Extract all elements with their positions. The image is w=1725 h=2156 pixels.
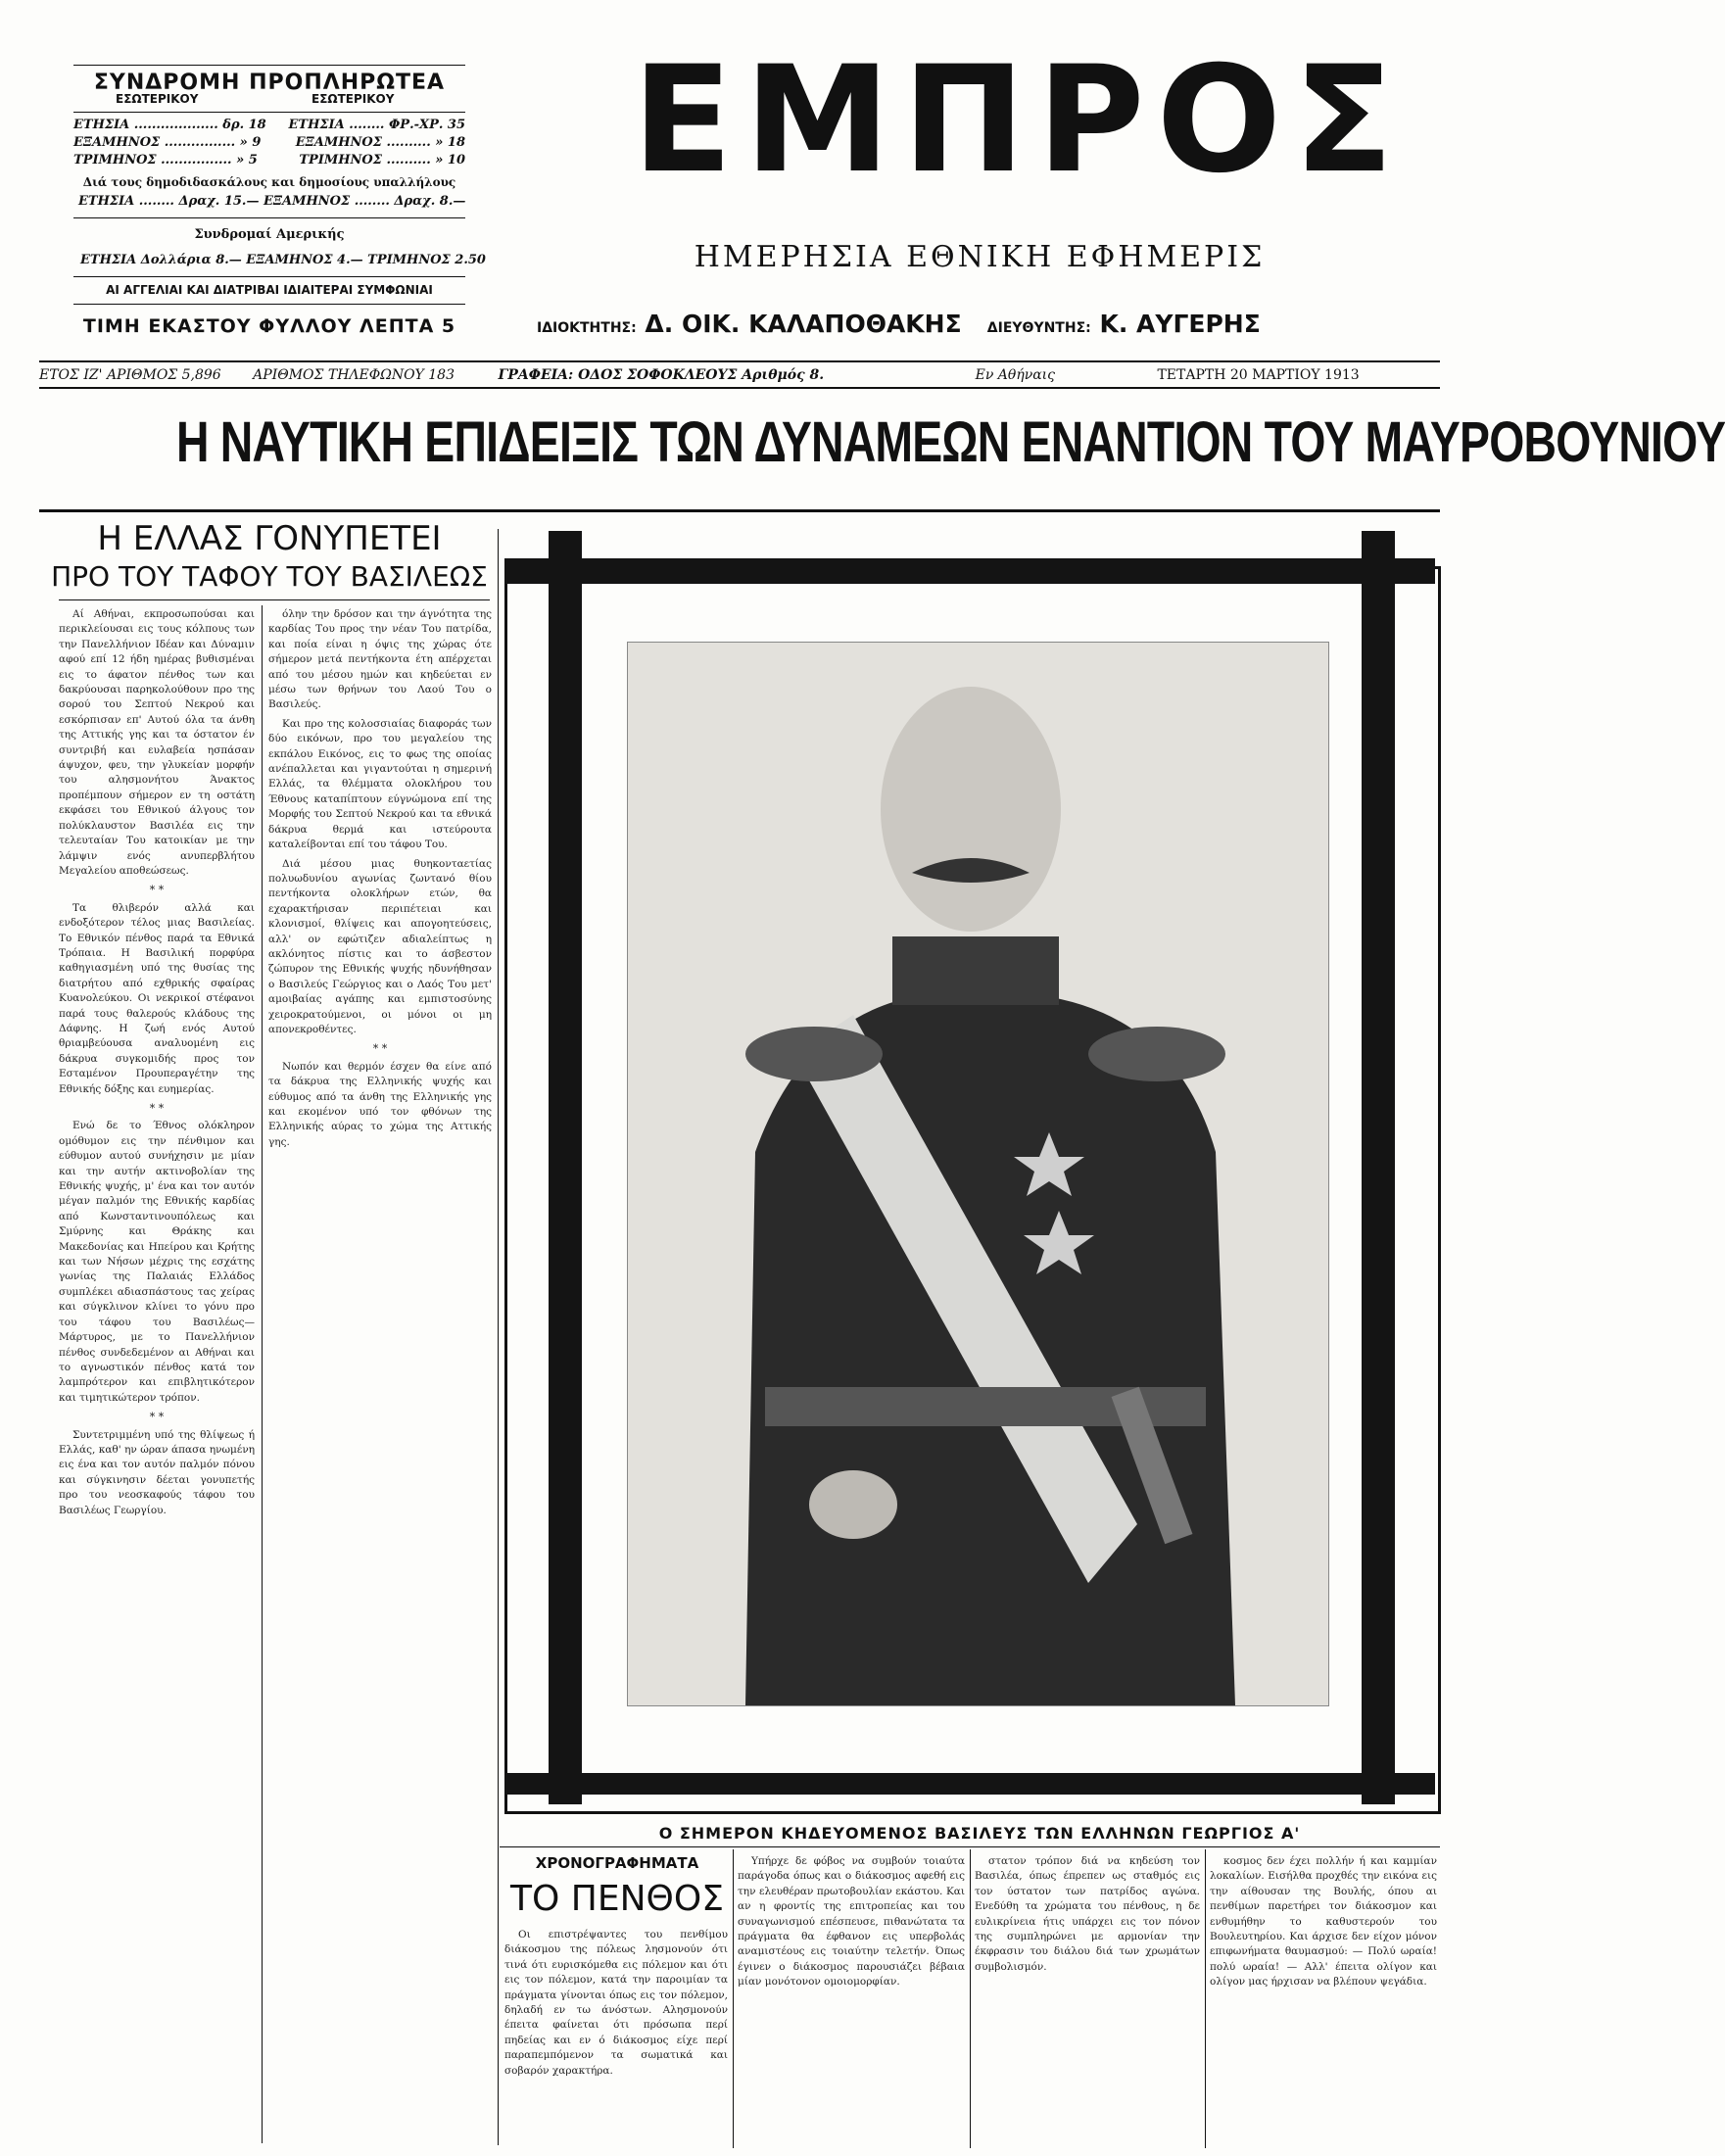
rate-row xyxy=(73,153,465,170)
column-divider xyxy=(970,1849,971,2148)
frame-top-bar xyxy=(504,558,1435,584)
ads-note: ΑΙ ΑΓΓΕΛΙΑΙ ΚΑΙ ΔΙΑΤΡΙΒΑΙ ΙΔΙΑΙΤΕΡΑΙ ΣΥΜΦΩΝΙΑΙ xyxy=(106,283,433,297)
column-divider xyxy=(733,1849,734,2148)
paragraph: Συντετριμμένη υπό της θλίψεως ή Ελλάς, καθ' ην ώραν άπασα ηνωμένη εις ένα και τον αυτόν παλμόν πόνου και σύγκινησιν δέεται γονυπετής προ του νεοσκαφούς τάφου του Βασιλέως Γεωργίου. xyxy=(59,1428,255,1516)
subscription-title: ΣΥΝΔΡΟΜΗ ΠΡΟΠΛΗΡΩΤΕΑ xyxy=(93,71,446,95)
subscription-rule xyxy=(73,276,465,277)
article-column-1 xyxy=(59,607,255,2145)
newspaper-subtitle: ΗΜΕΡΗΣΙΑ ΕΘΝΙΚΗ ΕΦΗΜΕΡΙΣ xyxy=(694,240,1266,274)
article-column-2 xyxy=(268,607,492,2145)
section-stars: * * xyxy=(372,1042,388,1056)
price-note: ΤΙΜΗ ΕΚΑΣΤΟΥ ΦΥΛΛΟΥ ΛΕΠΤΑ 5 xyxy=(82,315,456,337)
owner-label: ΙΔΙΟΚΤΗΤΗΣ: xyxy=(537,320,637,336)
paragraph: κοσμος δεν έχει πολλήν ή και καμμίαν λοκαλίων. Εισήλθα προχθές την εικόνα εις την αίθουσαν της Βουλής, όπου αι πενθίμων παρετήρει τον διάκοσμον και ενθυμήθην το καθυστερούν του Βουλευτηρίου. Και άρχισε δεν είχον μόνον επιφωνήματα θαυμασμού: — Πολύ ωραία! πολύ ωραία! — Αλλ' έπειτα ολίγον και ολίγον μας ήρχισαν να βλέπουν ψεγάδια. xyxy=(1210,1855,1437,1988)
subscription-rule xyxy=(73,112,465,113)
article-title-line2: ΠΡΟ ΤΟΥ ΤΑΦΟΥ ΤΟΥ ΒΑΣΙΛΕΩΣ xyxy=(51,560,488,593)
rate-right: ΕΞΑΜΗΝΟΣ .......... » 18 xyxy=(295,135,465,150)
subscription-rates xyxy=(73,118,465,170)
paragraph: Υπήρχε δε φόβος να συμβούν τοιαύτα παράγοδα όπως και ο διάκοσμος αφεθή εις την ελευθέραν πρωτοβουλίαν εκάστου. Και αν η φροντίς της επιτροπείας και του συναγωνισμού επέσπευσε, πιθανώτατα τα πράγματα θα έφθανον εις υπερβολάς αναμιστέους εις τοιαύτην τελετήν. Όπως έγινεν ο διάκοσμος παρουσιάζει βέβαια μίαν μονότονον ομοιομορφίαν. xyxy=(738,1855,965,1988)
teachers-rates: ΕΤΗΣΙΑ ........ Δραχ. 15.— ΕΞΑΜΗΝΟΣ ........ Δραχ. 8.— xyxy=(78,194,466,209)
newspaper-title: ΕΜΠΡΟΣ xyxy=(632,35,1406,206)
column-divider xyxy=(262,605,263,2143)
rate-left: ΤΡΙΜΗΝΟΣ ................ » 5 xyxy=(73,153,258,168)
column-divider xyxy=(1205,1849,1206,2148)
dateline-bottom-rule xyxy=(39,387,1440,389)
top-rule xyxy=(73,65,465,66)
issue-number: ΕΤΟΣ ΙΖ' ΑΡΙΘΜΟΣ 5,896 xyxy=(39,367,221,383)
owner-line xyxy=(537,310,1418,338)
owner-name: Δ. ΟΙΚ. ΚΑΛΑΠΟΘΑΚΗΣ xyxy=(645,310,962,338)
director-name: Κ. ΑΥΓΕΡΗΣ xyxy=(1099,310,1261,338)
paragraph: στατον τρόπον διά να κηδεύση τον Βασιλέα, όπως έπρεπεν ως σταθμός εις τον ύστατον των πατρίδος αγώνα. Ενεδύθη τα χρώματα του πένθους, η δε ευλικρίνεια ήτις υπάρχει εις τον πόνον της συμπληρώνει με αρμονίαν την έκφρασιν του διάλου διά των χρωμάτων συμβολισμόν. xyxy=(975,1855,1200,1973)
rate-left: ΕΞΑΜΗΝΟΣ ................ » 9 xyxy=(73,135,262,150)
section-stars: * * xyxy=(149,1102,165,1115)
section-stars: * * xyxy=(149,884,165,897)
teachers-note: Διά τους δημοδιδασκάλους και δημοσίους υπαλλήλους xyxy=(82,175,456,189)
paragraph: Οι επιστρέψαντες του πενθίμου διάκοσμου της πόλεως λησμονούν ότι τινά ότι ευρισκόμεθα εις πόλεμον και ότι εις τον πόλεμον, κατά την παροιμίαν τα πράγματα γίνονται όπως εις τον πόλεμον, δηλαδή εν τω άνόστων. Αλησμονούν έπειτα φαίνεται ότι πρόσωπα περί πηδείας και εν ό διάκοσμος είχε περί παραπεμπόμενον τα σωματικά και σοβαρόν χαρακτήρα. xyxy=(504,1929,728,2077)
america-title: Συνδρομαί Αμερικής xyxy=(194,227,345,242)
chronicle-rule xyxy=(500,1846,1440,1847)
city: Εν Αθήναις xyxy=(975,367,1056,383)
chronicle-column-3 xyxy=(975,1854,1200,2148)
frame-left-post xyxy=(549,531,582,1804)
paragraph: Τα θλιβερόν αλλά και ενδοξότερον τέλος μιας Βασιλείας. Το Εθνικόν πένθος παρά τα Εθνικά Τρόπαια. Η Βασιλική πορφύρα καθηγιασμένη υπό της θυσίας της διατρήτου από εχθρικής σφαίρας Κυανολεύκου. Οι νεκρικοί στέφανοι παρά τους θαλερούς κλάδους της Δάφνης. Η ζωή ενός Αυτού θριαμβεύουσα αναλυομένη εις δάκρυα συγκομιδής προς τον Εσταμένον Προυπεραγέτην της Εθνικής δόξης και ευημερίας. xyxy=(59,901,255,1095)
article-title-line1: Η ΕΛΛΑΣ ΓΟΝΥΠΕΤΕΙ xyxy=(97,519,442,558)
chronicle-kicker: ΧΡΟΝΟΓΡΑΦΗΜΑΤΑ xyxy=(535,1854,699,1872)
subscription-rule xyxy=(73,304,465,305)
phone-number: ΑΡΙΘΜΟΣ ΤΗΛΕΦΩΝΟΥ 183 xyxy=(253,367,455,383)
paragraph: όλην την δρόσον και την άγνότητα της καρδίας Του προς την νέαν Του πατρίδα, και ποία είναι η όψις της χώρας ότε σήμερον μετά πεντήκοντα έτη απέρχεται από του μέσου ημών και κηδεύεται εν μέσω των θρήνων του Λαού Του ο Βασιλεύς. xyxy=(268,608,492,711)
paragraph: Και προ της κολοσσιαίας διαφοράς των δύο εικόνων, προ του μεγαλείου της εκπάλου Εικόνος, εις το φως της οποίας ανέπαλλεται και γιγαντούται η σημερινή Ελλάς, τα θλέμματα ολοκλήρου του Έθνους καταπίπτουν εύγνώμονα επί της Μορφής του Σεπτού Νεκρού και τα εθνικά δάκρυα θερμά και ιστεύρουτα καταλείβονται επί του τάφου Του. xyxy=(268,717,492,851)
portrait-illustration xyxy=(628,643,1328,1705)
rate-left: ΕΤΗΣΙΑ ................... δρ. 18 xyxy=(73,118,266,132)
office-address: ΓΡΑΦΕΙΑ: ΟΔΟΣ ΣΟΦΟΚΛΕΟΥΣ Αριθμός 8. xyxy=(498,367,825,383)
chronicle-column-1 xyxy=(504,1928,728,2148)
rate-row xyxy=(73,118,465,135)
dateline xyxy=(39,367,1450,383)
paragraph: Διά μέσου μιας θυηκονταετίας πολυωδυνίου αγωνίας ζωντανό θίου πεντήκοντα ολοκλήρων ετών, θα εχαρακτήρισαν περιπέτειαι και κλονισμοί, θλίψεις και απογοητεύσεις, αλλ' ον εφώτιζεν αδιαλείπτως η ακλόνητος πίστις και το άσβεστον ζώπυρον της Εθνικής ψυχής ηδυνήθησαν ο Βασιλεύς Γεώργιος και ο Λαός Του μετ' αμοιβαίας αγάπης και εμπιστοσύνης χειροκρατούμενοι, οι μόνοι οι μη απονεκροθέντες. xyxy=(268,857,492,1035)
paragraph: Νωπόν και θερμόν έσχεν θα είνε από τα δάκρυα της Ελληνικής ψυχής και εύθυμος από τα άνθη της Ελληνικής γης και εκομένον υπό τον φθόνων της Ελληνικής αύρας το χώμα της Αττικής γης. xyxy=(268,1060,492,1148)
main-headline: Η ΝΑΥΤΙΚΗ ΕΠΙΔΕΙΞΙΣ ΤΩΝ ΔΥΝΑΜΕΩΝ ΕΝΑΝΤΙΟΝ ΤΟΥ ΜΑΥΡΟΒΟΥΝΙΟΥ xyxy=(176,410,1725,474)
chronicle-title: ΤΟ ΠΕΝΘΟΣ xyxy=(510,1879,724,1919)
column-divider xyxy=(498,529,499,2145)
subscription-domestic-left: ΕΣΩΤΕΡΙΚΟΥ xyxy=(116,92,199,106)
subscription-domestic-right: ΕΣΩΤΕΡΙΚΟΥ xyxy=(311,92,395,106)
dateline-top-rule xyxy=(39,360,1440,362)
article-rule xyxy=(59,599,490,600)
paragraph: Ενώ δε το Έθνος ολόκληρον ομόθυμον εις την πένθιμον και εύθυμον αυτού συνήχησιν με μίαν και την αυτήν ακτινοβολίαν της Εθνικής ψυχής, μ' ένα και τον αυτόν μέγαν παλμόν της Εθνικής καρδίας από Κωνσταντινουπόλεως και Σμύρνης και Θράκης και Μακεδονίας και Ηπείρου και Κρήτης και των Νήσων μέχρις της εσχάτης γωνίας της Παλαιάς Ελλάδος συμπλέκει αδιασπάστους τας χείρας και σύγκλινον κλίνει το γόνυ προ του τάφου του Βασιλέως—Μάρτυρος, με το Πανελλήνιον πένθος συνδεδεμένον αι Αθήναι και το αγνωστικόν πένθος κατά τον λαμπρότερον και επιβλητικότερον και τιμητικώτερον τρόπον. xyxy=(59,1120,255,1404)
issue-date: ΤΕΤΑΡΤΗ 20 ΜΑΡΤΙΟΥ 1913 xyxy=(1157,367,1360,383)
america-rates: ΕΤΗΣΙΑ Δολλάρια 8.— ΕΞΑΜΗΝΟΣ 4.— ΤΡΙΜΗΝΟΣ 2.50 xyxy=(80,253,486,267)
rate-row xyxy=(73,135,465,153)
section-stars: * * xyxy=(149,1411,165,1424)
chronicle-column-2 xyxy=(738,1854,965,2148)
headline-rule xyxy=(39,509,1440,512)
director-label: ΔΙΕΥΘΥΝΤΗΣ: xyxy=(986,320,1091,336)
chronicle-column-4 xyxy=(1210,1854,1437,2148)
frame-right-post xyxy=(1362,531,1395,1804)
frame-bottom-bar xyxy=(504,1773,1435,1795)
rate-right: ΕΤΗΣΙΑ ........ ΦΡ.-ΧΡ. 35 xyxy=(288,118,465,132)
subscription-rule xyxy=(73,217,465,218)
paragraph: Αί Αθήναι, εκπροσωπούσαι και περικλείουσαι εις τους κόλπους των την Πανελλήνιον Ιδέαν και Δύναμιν αφού επί 12 ήδη ημέρας βυθισμέναι εις το άφατον πένθος των και δακρύουσαι παρηκολούθουν προ της σορού του Σεπτού Νεκρού και εσκόρπισαν επ' Αυτού όλα τα άνθη της Αττικής γης και τα όστατον έν συντριβή και ευλαβεία ησπάσαν άψυχον, φευ, την γλυκείαν μορφήν του αλησμονήτου Άνακτος προπέμπουν σήμερον εν τη οστάτη εκφάσει του Εθνικού άλγους τον πολύκλαυστον Βασιλέα εις την τελευταίαν Του κατοικίαν με την λάμψιν ενός ανυπερβλήτου Μεγαλείου αποθεώσεως. xyxy=(59,608,255,877)
king-portrait xyxy=(627,642,1329,1706)
rate-right: ΤΡΙΜΗΝΟΣ .......... » 10 xyxy=(299,153,465,168)
photo-caption: Ο ΣΗΜΕΡΟΝ ΚΗΔΕΥΟΜΕΝΟΣ ΒΑΣΙΛΕΥΣ ΤΩΝ ΕΛΛΗΝΩΝ ΓΕΩΡΓΙΟΣ Α' xyxy=(658,1824,1301,1843)
